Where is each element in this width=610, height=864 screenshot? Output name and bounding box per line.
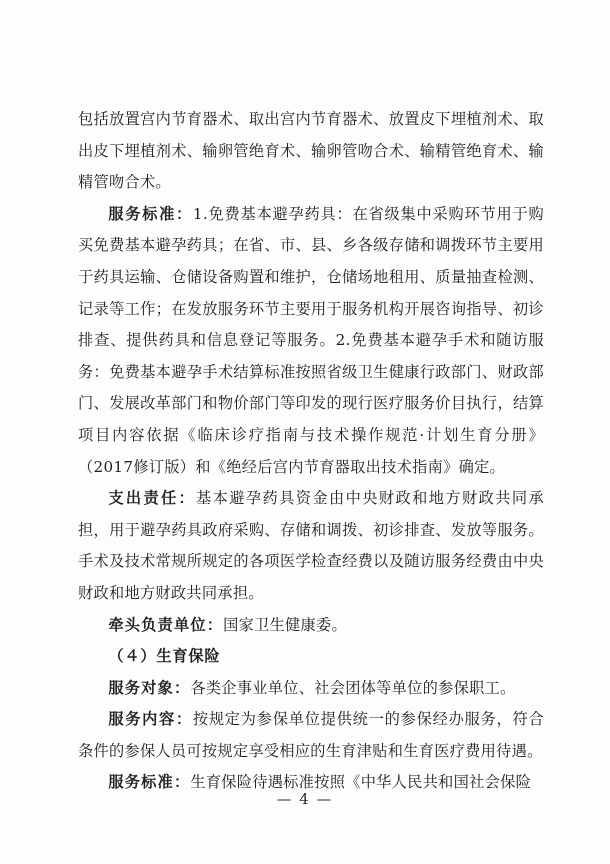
page-footer xyxy=(0,792,610,808)
footer-dash-right: — xyxy=(316,792,334,808)
label-expenditure-responsibility: 支出责任： xyxy=(108,489,197,508)
paragraph-service-target-text: 各类企事业单位、社会团体等单位的参保职工。 xyxy=(190,678,516,697)
paragraph-continuation: 包括放置宫内节育器术、取出宫内节育器术、放置皮下埋植剂术、取出皮下埋植剂术、输卵管绝育术、输卵管吻合术、输精管绝育术、输精管吻合术。 xyxy=(78,110,544,192)
paragraph-service-standard-1 xyxy=(78,199,544,483)
footer-dash-left: — xyxy=(276,792,294,808)
paragraph-lead-unit xyxy=(78,610,544,642)
paragraph-service-content-text: 按规定为参保单位提供统一的参保经办服务，符合条件的参保人员可按规定享受相应的生育津贴和生育医疗费用待遇。 xyxy=(78,710,545,760)
paragraph-service-standard-2-text: 生育保险待遇标准按照《中华人民共和国社会保险 xyxy=(190,773,532,792)
label-lead-unit: 牵头负责单位： xyxy=(108,615,224,634)
section-heading-maternity-insurance: （４）生育保险 xyxy=(108,647,221,666)
paragraph-lead-unit-text: 国家卫生健康委。 xyxy=(223,615,348,634)
paragraph-service-standard-1-text: 1.免费基本避孕药具：在省级集中采购环节用于购买免费基本避孕药具；在省、市、县、乡各级存储和调拨环节主要用于药具运输、仓储设备购置和维护，仓储场地租用、质量抽查检测、记录等工作；在发放服务环节主要用于服务机构开展咨询指导、初诊排查、提供药具和信息登记等服务。2.免费基本避孕手术和随访服务：免费基本避孕手术结算标准按照省级卫生健康行政部门、财政部门、发展改革部门和物价部门等印发的现行医疗服务价目执行，结算项目内容依据《临床诊疗指南与技术操作规范·计划生育分册》（2017修订版）和《绝经后宫内节育器取出技术指南》确定。 xyxy=(78,204,545,476)
label-service-standard: 服务标准： xyxy=(108,204,193,223)
label-service-standard-2: 服务标准： xyxy=(108,773,191,792)
label-service-target: 服务对象： xyxy=(108,678,191,697)
paragraph-expenditure-responsibility-text: 基本避孕药具资金由中央财政和地方财政共同承担，用于避孕药具政府采购、存储和调拨、初诊排查、发放等服务。手术及技术常规所规定的各项医学检查经费以及随访服务经费由中央财政和地方财政共同承担。 xyxy=(78,489,544,602)
paragraph-service-target xyxy=(78,673,544,705)
paragraph-expenditure-responsibility xyxy=(78,483,544,609)
paragraph-service-content xyxy=(78,704,544,767)
document-body xyxy=(78,104,544,799)
label-service-content: 服务内容： xyxy=(108,710,193,729)
page-number: 4 xyxy=(299,792,311,808)
